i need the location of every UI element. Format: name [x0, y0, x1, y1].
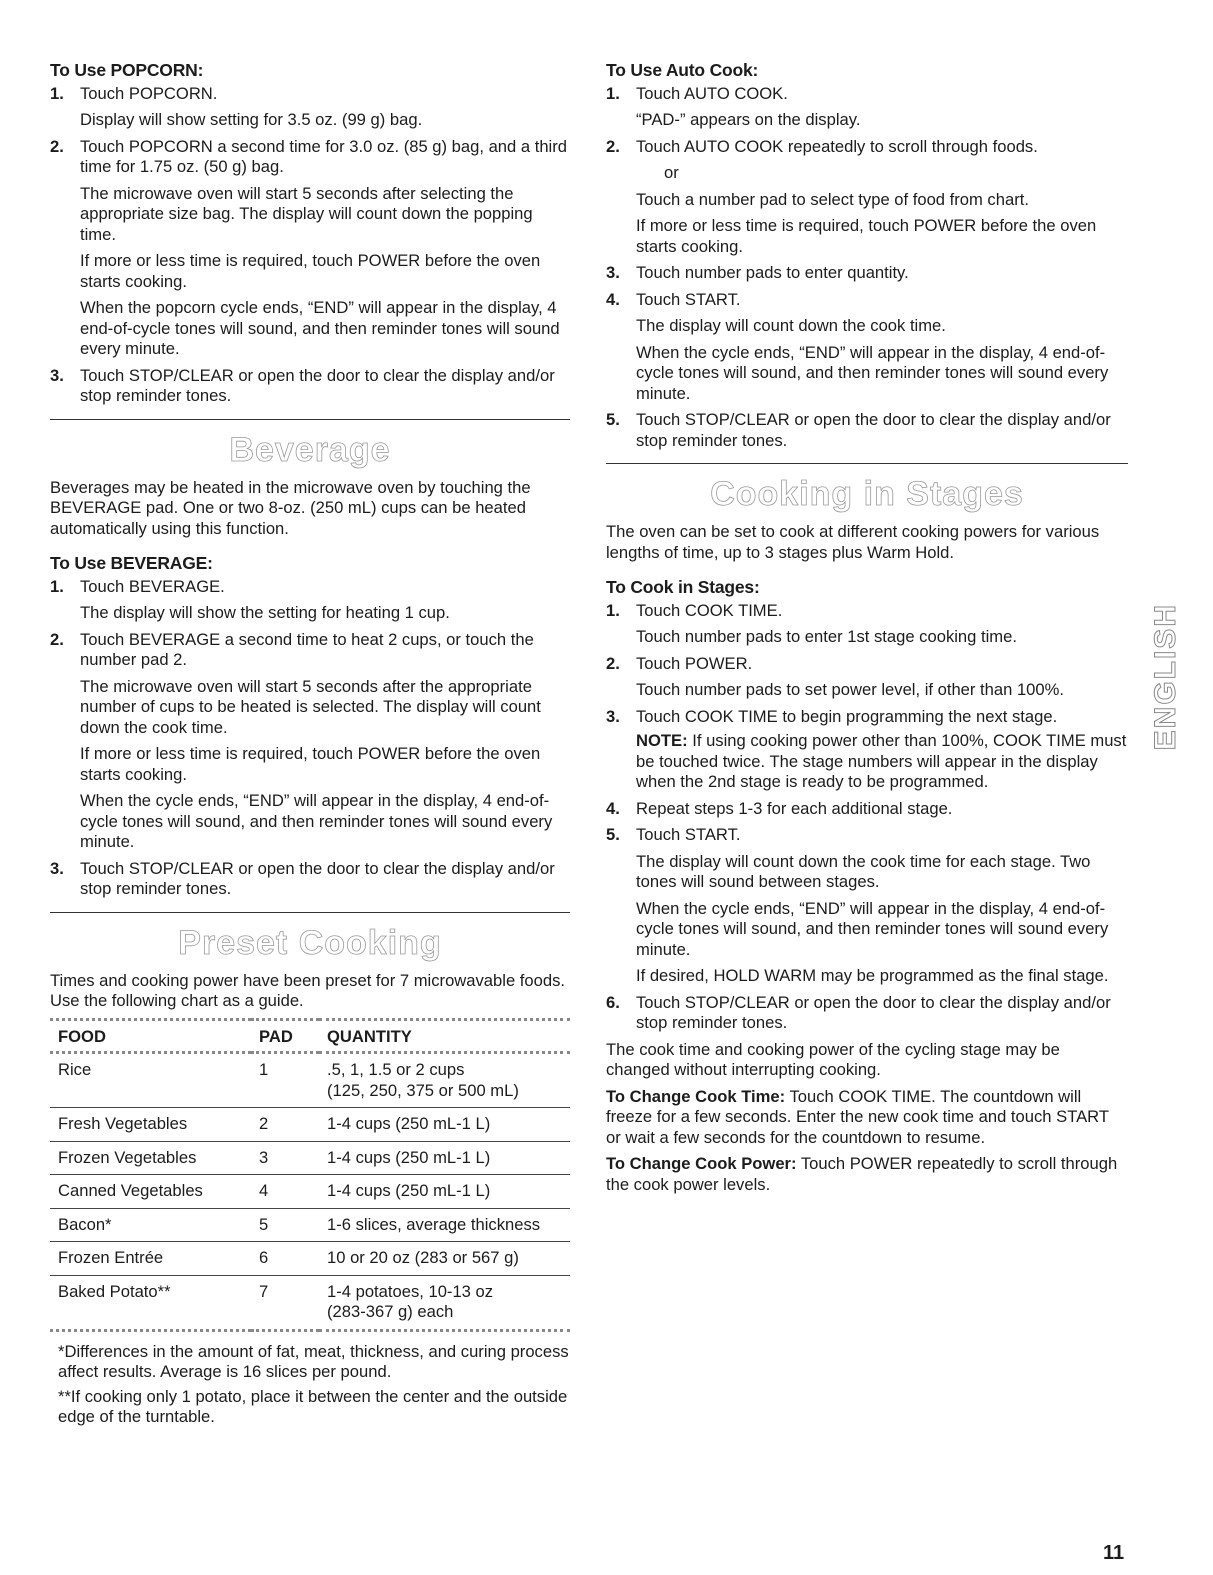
beverage-section-title: Beverage — [229, 430, 391, 469]
step-text: Touch BEVERAGE. — [80, 576, 225, 596]
section-divider — [606, 463, 1128, 464]
pad-cell: 3 — [251, 1141, 319, 1175]
change-power-text: Touch POWER repeatedly to scroll through the cook power levels. — [606, 1154, 1118, 1194]
step-text: Touch START. — [636, 825, 741, 844]
step-text: When the cycle ends, “END” will appear in the display, 4 end-of-cycle tones will sound, and then reminder tones will sound every minute. — [636, 898, 1109, 959]
stages-note — [606, 731, 1128, 793]
list-item — [50, 84, 570, 131]
step-text: The display will show the setting for heating 1 cup. — [80, 603, 450, 622]
list-item — [50, 366, 570, 407]
footnote: *Differences in the amount of fat, meat, thickness, and curing process affect results. Average is 16 slices per pound. — [58, 1341, 569, 1381]
table-row — [50, 1275, 570, 1330]
stages-section-title: Cooking in Stages — [710, 475, 1024, 513]
stages-steps-after — [606, 799, 1128, 1034]
step-text: Touch POPCORN a second time for 3.0 oz. (85 g) bag, and a third time for 1.75 oz. (50 g) bag. — [80, 136, 567, 176]
quantity-cell — [319, 1141, 570, 1175]
step-number: 3. — [606, 706, 620, 726]
header-food: FOOD — [58, 1026, 106, 1046]
step-number: 5. — [606, 825, 620, 844]
step-text: When the popcorn cycle ends, “END” will appear in the display, 4 end-of-cycle tones will sound, and then reminder tones will sound every minute. — [80, 298, 560, 358]
stages-intro: The oven can be set to cook at different cooking powers for various lengths of time, up to 3 stages plus Warm Hold. — [606, 522, 1100, 562]
step-text: When the cycle ends, “END” will appear in the display, 4 end-of-cycle tones will sound, and then reminder tones will sound every minute. — [80, 791, 553, 851]
quantity-line: 1-4 cups (250 mL-1 L) — [327, 1181, 491, 1200]
step-number: 1. — [50, 576, 64, 596]
list-item — [606, 84, 1128, 131]
preset-intro: Times and cooking power have been preset for 7 microwavable foods. Use the following chart as a guide. — [50, 970, 565, 1010]
pad-cell: 4 — [251, 1175, 319, 1209]
list-item — [606, 263, 1128, 284]
quantity-line: (283-367 g) each — [327, 1302, 454, 1321]
popcorn-heading: To Use POPCORN: — [50, 60, 204, 80]
list-item — [606, 654, 1128, 701]
step-number: 6. — [606, 992, 620, 1012]
step-text: The display will count down the cook time for each stage. Two tones will sound between stages. — [636, 851, 1091, 891]
step-number: 2. — [50, 136, 64, 156]
stages-steps — [606, 601, 1128, 728]
section-divider — [50, 912, 570, 913]
stages-after-text: The cook time and cooking power of the cycling stage may be changed without interrupting cooking. — [606, 1039, 1060, 1079]
step-text: If desired, HOLD WARM may be programmed as the final stage. — [636, 966, 1109, 985]
autocook-heading: To Use Auto Cook: — [606, 60, 759, 80]
beverage-intro: Beverages may be heated in the microwave oven by touching the BEVERAGE pad. One or two 8-oz. (250 mL) cups can be heated automatically using this function. — [50, 477, 531, 538]
list-item — [606, 825, 1128, 987]
list-item — [606, 290, 1128, 405]
step-text: Touch number pads to enter 1st stage cooking time. — [636, 627, 1017, 646]
step-text: Repeat steps 1-3 for each additional stage. — [636, 798, 953, 818]
beverage-steps — [50, 577, 570, 900]
food-cell: Rice — [50, 1053, 251, 1108]
step-text: Touch number pads to set power level, if other than 100%. — [636, 680, 1065, 699]
right-column — [606, 60, 1128, 1201]
step-text: The microwave oven will start 5 seconds after the appropriate number of cups to be heated is selected. The display will count down the cook time. — [80, 676, 541, 737]
preset-cooking-table — [50, 1018, 570, 1332]
change-time-label: To Change Cook Time: — [606, 1086, 786, 1106]
pad-cell: 7 — [251, 1275, 319, 1330]
list-item — [50, 577, 570, 624]
food-cell: Bacon* — [50, 1208, 251, 1242]
stages-heading: To Cook in Stages: — [606, 577, 760, 597]
step-text: If more or less time is required, touch POWER before the oven starts cooking. — [80, 251, 541, 291]
step-text: “PAD-” appears on the display. — [636, 110, 861, 129]
list-item — [606, 993, 1128, 1034]
list-item — [606, 707, 1128, 728]
step-text: When the cycle ends, “END” will appear in the display, 4 end-of-cycle tones will sound, and then reminder tones will sound every minute. — [636, 342, 1109, 403]
list-item — [606, 410, 1128, 451]
food-cell: Frozen Entrée — [50, 1242, 251, 1276]
step-text: Display will show setting for 3.5 oz. (99 g) bag. — [80, 110, 423, 129]
step-number: 4. — [606, 798, 620, 818]
step-number: 3. — [606, 263, 620, 282]
step-text: Touch COOK TIME. — [636, 600, 783, 620]
quantity-cell — [319, 1053, 570, 1108]
quantity-cell — [319, 1275, 570, 1330]
quantity-line: (125, 250, 375 or 500 mL) — [327, 1080, 519, 1100]
header-quantity: QUANTITY — [327, 1026, 412, 1046]
step-number: 3. — [50, 365, 64, 385]
step-number: 1. — [606, 600, 620, 620]
step-text: Touch BEVERAGE a second time to heat 2 cups, or touch the number pad 2. — [80, 629, 534, 669]
list-item — [50, 859, 570, 900]
quantity-line: 10 or 20 oz (283 or 567 g) — [327, 1248, 519, 1267]
table-row — [50, 1208, 570, 1242]
step-text: Touch POWER. — [636, 653, 753, 673]
step-text: Touch AUTO COOK. — [636, 83, 788, 103]
quantity-cell — [319, 1175, 570, 1209]
pad-cell: 1 — [251, 1053, 319, 1108]
step-text: Touch STOP/CLEAR or open the door to clear the display and/or stop reminder tones. — [80, 858, 555, 898]
note-label: NOTE: — [636, 731, 688, 750]
note-text: If using cooking power other than 100%, COOK TIME must be touched twice. The stage numbers will appear in the display when the 2nd stage is ready to be programmed. — [636, 731, 1127, 791]
step-text: Touch STOP/CLEAR or open the door to clear the display and/or stop reminder tones. — [636, 410, 1111, 450]
quantity-cell — [319, 1208, 570, 1242]
quantity-line: .5, 1, 1.5 or 2 cups — [327, 1060, 465, 1079]
language-side-tab — [1150, 565, 1182, 789]
step-number: 3. — [50, 858, 64, 878]
table-row — [50, 1175, 570, 1209]
step-text: The display will count down the cook time. — [636, 316, 946, 335]
list-item — [50, 137, 570, 360]
step-text: Touch STOP/CLEAR or open the door to clear the display and/or stop reminder tones. — [636, 992, 1111, 1032]
section-divider — [50, 419, 570, 420]
list-item — [606, 137, 1128, 158]
step-text: Touch STOP/CLEAR or open the door to clear the display and/or stop reminder tones. — [80, 365, 555, 405]
quantity-line: 1-4 cups (250 mL-1 L) — [327, 1147, 491, 1167]
table-row — [50, 1108, 570, 1142]
header-pad: PAD — [259, 1026, 293, 1046]
step-text: If more or less time is required, touch POWER before the oven starts cooking. — [80, 744, 541, 784]
quantity-cell — [319, 1108, 570, 1142]
left-column — [50, 60, 570, 1428]
footnote: **If cooking only 1 potato, place it between the center and the outside edge of the turntable. — [58, 1386, 568, 1426]
food-cell: Canned Vegetables — [50, 1175, 251, 1209]
table-header-row — [50, 1019, 570, 1053]
table-row — [50, 1242, 570, 1276]
preset-rows — [50, 1053, 570, 1331]
quantity-cell — [319, 1242, 570, 1276]
autocook-steps — [606, 84, 1128, 158]
list-item — [50, 630, 570, 853]
step-number: 2. — [50, 629, 64, 649]
step-number: 4. — [606, 289, 620, 309]
footnotes — [50, 1342, 570, 1428]
step-number: 2. — [606, 653, 620, 673]
pad-cell: 5 — [251, 1208, 319, 1242]
side-tab-label: ENGLISH — [1148, 603, 1182, 751]
pad-cell: 2 — [251, 1108, 319, 1142]
pad-cell: 6 — [251, 1242, 319, 1276]
step-text: Touch COOK TIME to begin programming the next stage. — [636, 706, 1058, 726]
list-item — [606, 799, 1128, 820]
step-number: 1. — [606, 83, 620, 103]
quantity-line: 1-4 cups (250 mL-1 L) — [327, 1114, 491, 1133]
quantity-line: 1-6 slices, average thickness — [327, 1214, 541, 1234]
or-text: or — [664, 163, 679, 182]
change-cook-power — [606, 1154, 1128, 1195]
table-row — [50, 1141, 570, 1175]
step-number: 5. — [606, 410, 620, 429]
step-text: Touch a number pad to select type of food from chart. — [636, 189, 1029, 209]
step-text: Touch number pads to enter quantity. — [636, 263, 909, 282]
step-number: 2. — [606, 136, 620, 156]
list-item — [606, 601, 1128, 648]
step-text: The microwave oven will start 5 seconds after selecting the appropriate size bag. The display will count down the popping time. — [80, 183, 533, 244]
step-number: 1. — [50, 83, 64, 103]
change-power-label: To Change Cook Power: — [606, 1154, 797, 1173]
step-text: Touch START. — [636, 289, 741, 309]
food-cell: Baked Potato** — [50, 1275, 251, 1330]
quantity-line: 1-4 potatoes, 10-13 oz — [327, 1281, 494, 1301]
step-text: If more or less time is required, touch POWER before the oven starts cooking. — [636, 216, 1097, 256]
page-number: 11 — [1103, 1542, 1125, 1564]
popcorn-steps — [50, 84, 570, 407]
step-text: Touch POPCORN. — [80, 83, 218, 103]
step-text: Touch AUTO COOK repeatedly to scroll through foods. — [636, 136, 1038, 156]
food-cell: Frozen Vegetables — [50, 1141, 251, 1175]
preset-section-title: Preset Cooking — [178, 923, 442, 962]
change-time-text: Touch COOK TIME. The countdown will freeze for a few seconds. Enter the new cook time and touch START or wait a few seconds for the countdown to resume. — [606, 1086, 1109, 1147]
autocook-steps-after — [606, 263, 1128, 451]
autocook-step2-extra — [606, 190, 1128, 258]
beverage-heading: To Use BEVERAGE: — [50, 553, 213, 573]
food-cell: Fresh Vegetables — [50, 1108, 251, 1142]
table-row — [50, 1053, 570, 1108]
change-cook-time — [606, 1087, 1128, 1149]
